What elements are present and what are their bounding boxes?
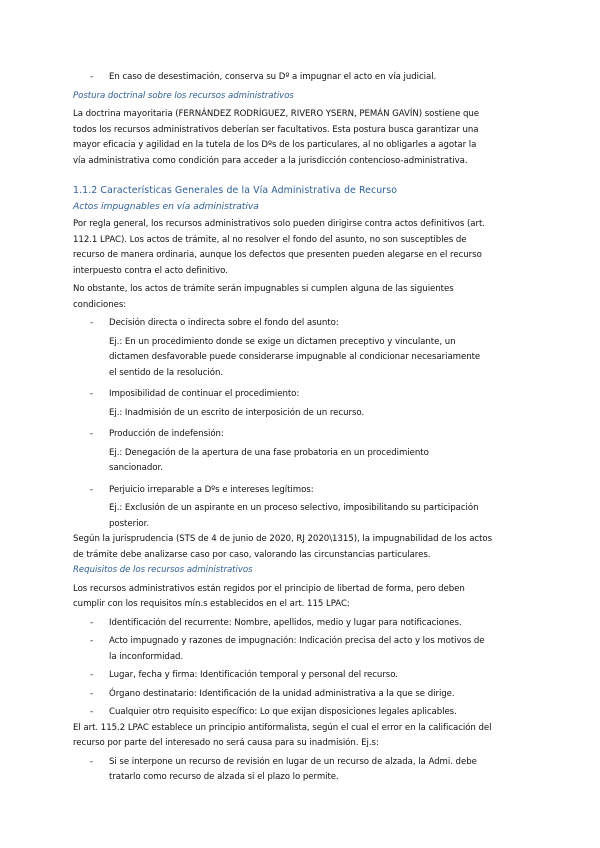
bullet-dash: - xyxy=(90,429,94,439)
paragraph-line: Según la jurisprudencia (STS de 4 de junio de 2020, RJ 2020\1315), la impugnabilidad de los actos xyxy=(73,534,493,544)
list-item xyxy=(73,387,527,403)
condition-label: Imposibilidad de continuar el procedimiento: xyxy=(109,389,300,399)
condition-example: el sentido de la resolución. xyxy=(109,367,224,378)
list-item xyxy=(73,755,527,771)
paragraph-line: El art. 115.2 LPAC establece un principio antiformalista, según el cual el error en la calificación del xyxy=(73,722,492,733)
list-item-text: Identificación del recurrente: Nombre, apellidos, medio y lugar para notificaciones. xyxy=(109,617,462,628)
list-item xyxy=(73,634,527,650)
condition-label: Producción de indefensión: xyxy=(109,429,224,439)
list-item-text: Órgano destinatario: Identificación de la unidad administrativa a la que se dirige. xyxy=(109,688,455,699)
list-item xyxy=(73,687,527,703)
bullet-dash: - xyxy=(90,617,94,628)
paragraph-requisitos-intro xyxy=(73,582,527,613)
paragraph-line: 112.1 LPAC). Los actos de trámite, al no resolver el fondo del asunto, no son susceptibles de xyxy=(73,234,467,245)
list-item xyxy=(73,427,527,443)
bullet-dash: - xyxy=(90,484,94,495)
list-item xyxy=(73,616,527,632)
condition-example: Ej.: Exclusión de un aspirante en un proceso selectivo, imposibilitando su participación xyxy=(109,503,479,513)
bullet-dash: - xyxy=(90,318,94,328)
condition-example: sancionador. xyxy=(109,463,163,473)
paragraph-no-obstante xyxy=(73,282,527,313)
section-subheading: Actos impugnables en vía administrativa xyxy=(73,200,259,212)
paragraph-line: recurso de manera ordinaria, aunque los defectos que presenten pueden alegarse en el recurso xyxy=(73,250,482,260)
paragraph-line: cumplir con los requisitos mín.s establecidos en el art. 115 LPAC: xyxy=(73,599,350,609)
paragraph-line: Por regla general, los recursos administrativos solo pueden dirigirse contra actos definitivos (art. xyxy=(73,219,485,229)
condition-label: Decisión directa o indirecta sobre el fondo del asunto: xyxy=(109,318,339,328)
paragraph-art-115-2 xyxy=(73,721,527,752)
paragraph-line: No obstante, los actos de trámite serán impugnables si cumplen alguna de las siguientes xyxy=(73,284,454,294)
condition-example: posterior. xyxy=(109,518,150,529)
condition-example: Ej.: Denegación de la apertura de una fase probatoria en un procedimiento xyxy=(109,447,429,458)
list-item-text: En caso de desestimación, conserva su Dº a impugnar el acto en vía judicial. xyxy=(109,72,437,82)
paragraph-line: todos los recursos administrativos deberían ser facultativos. Esta postura busca garantizar una xyxy=(73,124,479,135)
paragraph-line: La doctrina mayoritaria (FERNÁNDEZ RODRÍGUEZ, RIVERO YSERN, PEMÁN GAVÍN) sostiene que xyxy=(73,109,480,119)
list-item xyxy=(73,316,527,332)
list-item-text: Cualquier otro requisito específico: Lo que exijan disposiciones legales aplicables. xyxy=(109,707,457,717)
examples-list xyxy=(73,755,527,786)
bullet-dash: - xyxy=(90,670,94,680)
condition-example: Ej.: En un procedimiento donde se exige un dictamen preceptivo y vinculante, un xyxy=(109,336,456,347)
bullet-dash: - xyxy=(90,707,94,717)
paragraph-actos-definitivos xyxy=(73,217,527,279)
conditions-list xyxy=(73,316,527,532)
condition-label: Perjuicio irreparable a Dºs e intereses legítimos: xyxy=(109,484,314,495)
postura-heading: Postura doctrinal sobre los recursos administrativos xyxy=(73,90,294,101)
condition-example: dictamen desfavorable puede considerarse impugnable al condicionar necesariamente xyxy=(109,352,481,362)
list-item-text: Si se interpone un recurso de revisión en lugar de un recurso de alzada, la Admi. debe xyxy=(109,756,477,767)
list-item xyxy=(73,668,527,684)
paragraph-line: vía administrativa como condición para acceder a la jurisdicción contencioso-administrativa. xyxy=(73,155,468,166)
list-item-text: Acto impugnado y razones de impugnación: Indicación precisa del acto y los motivos de xyxy=(109,636,485,646)
list-item-continuation: la inconformidad. xyxy=(109,651,184,662)
bullet-dash: - xyxy=(90,756,94,767)
paragraph-line: interpuesto contra el acto definitivo. xyxy=(73,265,228,276)
document-body xyxy=(73,70,527,786)
paragraph-line: mayor eficacia y agilidad en la tutela de los Dºs de los particulares, al no obligarles a agotar la xyxy=(73,140,477,150)
bullet-dash: - xyxy=(90,389,94,399)
list-item xyxy=(73,70,527,86)
paragraph-line: condiciones: xyxy=(73,299,127,310)
bullet-dash: - xyxy=(90,72,94,82)
bullet-dash: - xyxy=(90,688,94,699)
list-item-continuation: tratarlo como recurso de alzada si el plazo lo permite. xyxy=(109,772,339,782)
bullet-dash: - xyxy=(90,636,94,646)
requisitos-list xyxy=(73,616,527,721)
postura-paragraph xyxy=(73,107,527,169)
condition-example: Ej.: Inadmisión de un escrito de interposición de un recurso. xyxy=(109,407,365,418)
list-item xyxy=(73,483,527,499)
paragraph-line: Los recursos administrativos están regidos por el principio de libertad de forma, pero deben xyxy=(73,583,465,594)
paragraph-jurisprudencia xyxy=(73,532,527,563)
list-item-text: Lugar, fecha y firma: Identificación temporal y personal del recurso. xyxy=(109,670,398,680)
section-heading: 1.1.2 Características Generales de la Vía Administrativa de Recurso xyxy=(73,185,398,196)
paragraph-line: recurso por parte del interesado no será causa para su inadmisión. Ej.s: xyxy=(73,738,379,748)
list-item xyxy=(73,705,527,721)
paragraph-line: de trámite debe analizarse caso por caso, valorando las circunstancias particulares. xyxy=(73,549,431,560)
requisitos-heading: Requisitos de los recursos administrativos xyxy=(73,565,253,575)
